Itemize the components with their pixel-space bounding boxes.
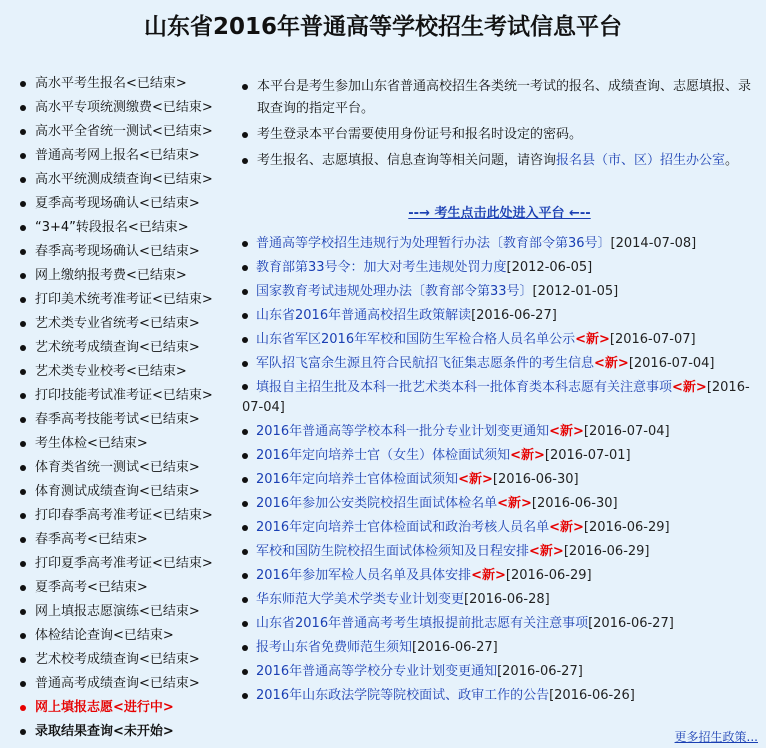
menu-item-label: 艺术统考成绩查询<已结束> [35,340,200,355]
menu-item[interactable] [20,264,235,288]
news-title-link[interactable]: 2016年参加公安类院校招生面试体检名单 [256,496,498,511]
news-item [242,564,762,588]
bullet-icon [20,393,26,399]
news-item [242,256,762,280]
enrollment-office-link[interactable]: 报名县（市、区）招生办公室 [556,153,726,168]
menu-item-label: 高水平考生报名<已结束> [35,76,187,91]
menu-item[interactable] [20,408,235,432]
menu-item-label: 网上填报志愿演练<已结束> [35,604,200,619]
news-date: [2016-06-26] [549,688,635,703]
new-badge: <新> [594,356,629,371]
news-date: [2016-07-04] [242,380,750,415]
menu-item[interactable] [20,336,235,360]
bullet-icon [242,132,248,138]
menu-item[interactable] [20,192,235,216]
bullet-icon [242,313,248,319]
news-item [242,420,762,444]
menu-item-label: 普通高考成绩查询<已结束> [35,676,200,691]
menu-item-label: 打印美术统考准考证<已结束> [35,292,213,307]
bullet-icon [20,249,26,255]
menu-item-label: 夏季高考现场确认<已结束> [35,196,200,211]
bullet-icon [242,645,248,651]
news-list [242,232,762,708]
new-badge: <新> [549,424,584,439]
menu-item[interactable] [20,672,235,696]
bullet-icon [242,669,248,675]
bullet-icon [242,241,248,247]
notice-text: 本平台是考生参加山东省普通高校招生各类统一考试的报名、成绩查询、志愿填报、录取查询的指定平台。 [257,79,752,116]
menu-item-label: 网上缴纳报考费<已结束> [35,268,187,283]
notice-text: 考生登录本平台需要使用身份证号和报名时设定的密码。 [257,127,583,142]
menu-item[interactable] [20,144,235,168]
bullet-icon [242,384,248,390]
news-item [242,352,762,376]
news-title-link[interactable]: 2016年普通高等学校分专业计划变更通知 [256,664,498,679]
news-item [242,376,762,420]
menu-item[interactable] [20,168,235,192]
bullet-icon [242,289,248,295]
menu-item-label: 夏季高考<已结束> [35,580,148,595]
bullet-icon [20,369,26,375]
news-date: [2016-06-27] [497,664,583,679]
menu-item[interactable] [20,216,235,240]
bullet-icon [20,321,26,327]
notice-item [242,150,757,172]
menu-item-label: “3+4”转段报名<已结束> [35,220,189,235]
bullet-icon [20,681,26,687]
menu-item-label: 打印夏季高考准考证<已结束> [35,556,213,571]
bullet-icon [20,297,26,303]
bullet-icon [20,465,26,471]
news-title-link[interactable]: 填报自主招生批及本科一批艺术类本科一批体育类本科志愿有关注意事项 [256,380,673,395]
news-title-link[interactable]: 2016年定向培养士官（女生）体检面试须知 [256,448,511,463]
notice-text: 考生报名、志愿填报、信息查询等相关问题，请咨询 [257,153,557,168]
news-item [242,660,762,684]
news-item [242,328,762,352]
news-title-link[interactable]: 军队招飞富余生源且符合民航招飞征集志愿条件的考生信息 [256,356,595,371]
menu-item-label: 春季高考技能考试<已结束> [35,412,200,427]
bullet-icon [242,361,248,367]
news-title-link[interactable]: 山东省2016年普通高考考生填报提前批志愿有关注意事项 [256,616,589,631]
menu-item[interactable] [20,240,235,264]
menu-item-label: 体育测试成绩查询<已结束> [35,484,200,499]
bullet-icon [20,513,26,519]
bullet-icon [20,441,26,447]
news-title-link[interactable]: 2016年普通高等学校本科一批分专业计划变更通知 [256,424,550,439]
news-date: [2016-07-01] [544,448,631,463]
news-date: [2016-06-29] [583,520,670,535]
menu-item[interactable] [20,552,235,576]
notice-item [242,124,757,146]
menu-item[interactable] [20,96,235,120]
menu-item-label: 高水平统测成绩查询<已结束> [35,172,213,187]
new-badge: <新> [549,520,584,535]
bullet-icon [242,501,248,507]
new-badge: <新> [497,496,532,511]
news-item [242,612,762,636]
left-menu [20,72,235,744]
bullet-icon [20,345,26,351]
news-date: [2016-06-30] [531,496,618,511]
bullet-icon [242,597,248,603]
new-badge: <新> [471,568,506,583]
news-title-link[interactable]: 普通高等学校招生违规行为处理暂行办法〔教育部令第36号〕 [256,236,611,251]
menu-item[interactable] [20,624,235,648]
news-date: [2016-07-04] [628,356,715,371]
bullet-icon [20,633,26,639]
news-date: [2016-06-28] [464,592,550,607]
menu-item-label: 录取结果查询<未开始> [35,724,174,739]
news-title-link[interactable]: 2016年山东政法学院等院校面试、政审工作的公告 [256,688,550,703]
news-date: [2016-07-04] [583,424,670,439]
menu-item[interactable] [20,504,235,528]
bullet-icon [20,201,26,207]
bullet-icon [242,573,248,579]
news-item [242,468,762,492]
bullet-icon [20,417,26,423]
menu-item-label: 艺术校考成绩查询<已结束> [35,652,200,667]
news-item [242,492,762,516]
menu-item-label: 考生体检<已结束> [35,436,148,451]
menu-item-label: 打印技能考试准考证<已结束> [35,388,213,403]
bullet-icon [20,81,26,87]
bullet-icon [20,657,26,663]
bullet-icon [242,84,248,90]
menu-item[interactable] [20,360,235,384]
menu-item-label: 体检结论查询<已结束> [35,628,174,643]
bullet-icon [242,453,248,459]
menu-item-label: 高水平专项统测缴费<已结束> [35,100,213,115]
page-title: 山东省2016年普通高等学校招生考试信息平台 [143,14,622,40]
news-item [242,232,762,256]
news-date: [2016-06-27] [471,308,557,323]
menu-item-label: 高水平全省统一测试<已结束> [35,124,213,139]
menu-item-label: 春季高考现场确认<已结束> [35,244,200,259]
menu-item[interactable] [20,576,235,600]
menu-item-label: 春季高考<已结束> [35,532,148,547]
new-badge: <新> [672,380,707,395]
menu-item[interactable] [20,696,235,720]
menu-item[interactable] [20,312,235,336]
news-title-link[interactable]: 2016年参加军检人员名单及具体安排 [256,568,472,583]
bullet-icon [20,489,26,495]
news-title-link[interactable]: 华东师范大学美术学类专业计划变更 [256,592,465,607]
bullet-icon [20,561,26,567]
bullet-icon [20,153,26,159]
menu-item-label: 艺术类专业省统考<已结束> [35,316,200,331]
menu-item-label: 打印春季高考准考证<已结束> [35,508,213,523]
news-item [242,516,762,540]
news-title-link[interactable]: 报考山东省免费师范生须知 [256,640,413,655]
news-date: [2016-06-30] [492,472,579,487]
news-title-link[interactable]: 山东省军区2016年军校和国防生军检合格人员名单公示 [256,332,576,347]
bullet-icon [242,525,248,531]
menu-item[interactable] [20,600,235,624]
bullet-icon [20,609,26,615]
menu-item[interactable] [20,384,235,408]
menu-item[interactable] [20,432,235,456]
bullet-icon [20,177,26,183]
bullet-icon [20,705,26,711]
news-item [242,684,762,708]
bullet-icon [242,621,248,627]
menu-item-label: 艺术类专业校考<已结束> [35,364,187,379]
news-date: [2016-06-27] [588,616,674,631]
news-title-link[interactable]: 山东省2016年普通高校招生政策解读 [256,308,472,323]
new-badge: <新> [510,448,545,463]
notice-item [242,76,757,120]
enter-platform-link[interactable]: --→ 考生点击此处进入平台 ←-- [408,206,591,221]
menu-item[interactable] [20,648,235,672]
menu-item[interactable] [20,72,235,96]
menu-item-label: 网上填报志愿<进行中> [35,700,174,715]
bullet-icon [242,693,248,699]
news-title-link[interactable]: 2016年定向培养士官体检面试须知 [256,472,459,487]
bullet-icon [242,549,248,555]
menu-item-label: 普通高考网上报名<已结束> [35,148,200,163]
bullet-icon [20,225,26,231]
news-item [242,540,762,564]
news-item [242,636,762,660]
more-policies-link[interactable]: 更多招生政策... [674,730,758,744]
news-title-link[interactable]: 教育部第33号令：加大对考生违规处罚力度 [256,260,507,275]
news-item [242,588,762,612]
menu-item[interactable] [20,528,235,552]
news-title-link[interactable]: 国家教育考试违规处理办法〔教育部令第33号〕 [256,284,533,299]
bullet-icon [20,129,26,135]
menu-item[interactable] [20,120,235,144]
news-date: [2016-06-29] [563,544,650,559]
menu-item-label: 体育类省统一测试<已结束> [35,460,200,475]
news-date: [2016-06-27] [412,640,498,655]
news-item [242,280,762,304]
news-date: [2012-06-05] [506,260,593,275]
menu-item[interactable] [20,288,235,312]
bullet-icon [242,337,248,343]
bullet-icon [20,537,26,543]
bullet-icon [242,265,248,271]
news-title-link[interactable]: 军校和国防生院校招生面试体检须知及日程安排 [256,544,530,559]
news-item [242,444,762,468]
menu-item[interactable] [20,720,235,744]
news-date: [2014-07-08] [610,236,697,251]
bullet-icon [242,158,248,164]
menu-item[interactable] [20,480,235,504]
news-date: [2012-01-05] [532,284,619,299]
news-date: [2016-07-07] [609,332,696,347]
news-title-link[interactable]: 2016年定向培养士官体检面试和政治考核人员名单 [256,520,550,535]
menu-item[interactable] [20,456,235,480]
news-date: [2016-06-29] [505,568,592,583]
bullet-icon [20,585,26,591]
bullet-icon [242,429,248,435]
new-badge: <新> [575,332,610,347]
new-badge: <新> [458,472,493,487]
bullet-icon [242,477,248,483]
bullet-icon [20,105,26,111]
news-item [242,304,762,328]
bullet-icon [20,729,26,735]
notice-suffix: 。 [725,153,739,168]
notice-list [242,76,757,176]
bullet-icon [20,273,26,279]
new-badge: <新> [529,544,564,559]
